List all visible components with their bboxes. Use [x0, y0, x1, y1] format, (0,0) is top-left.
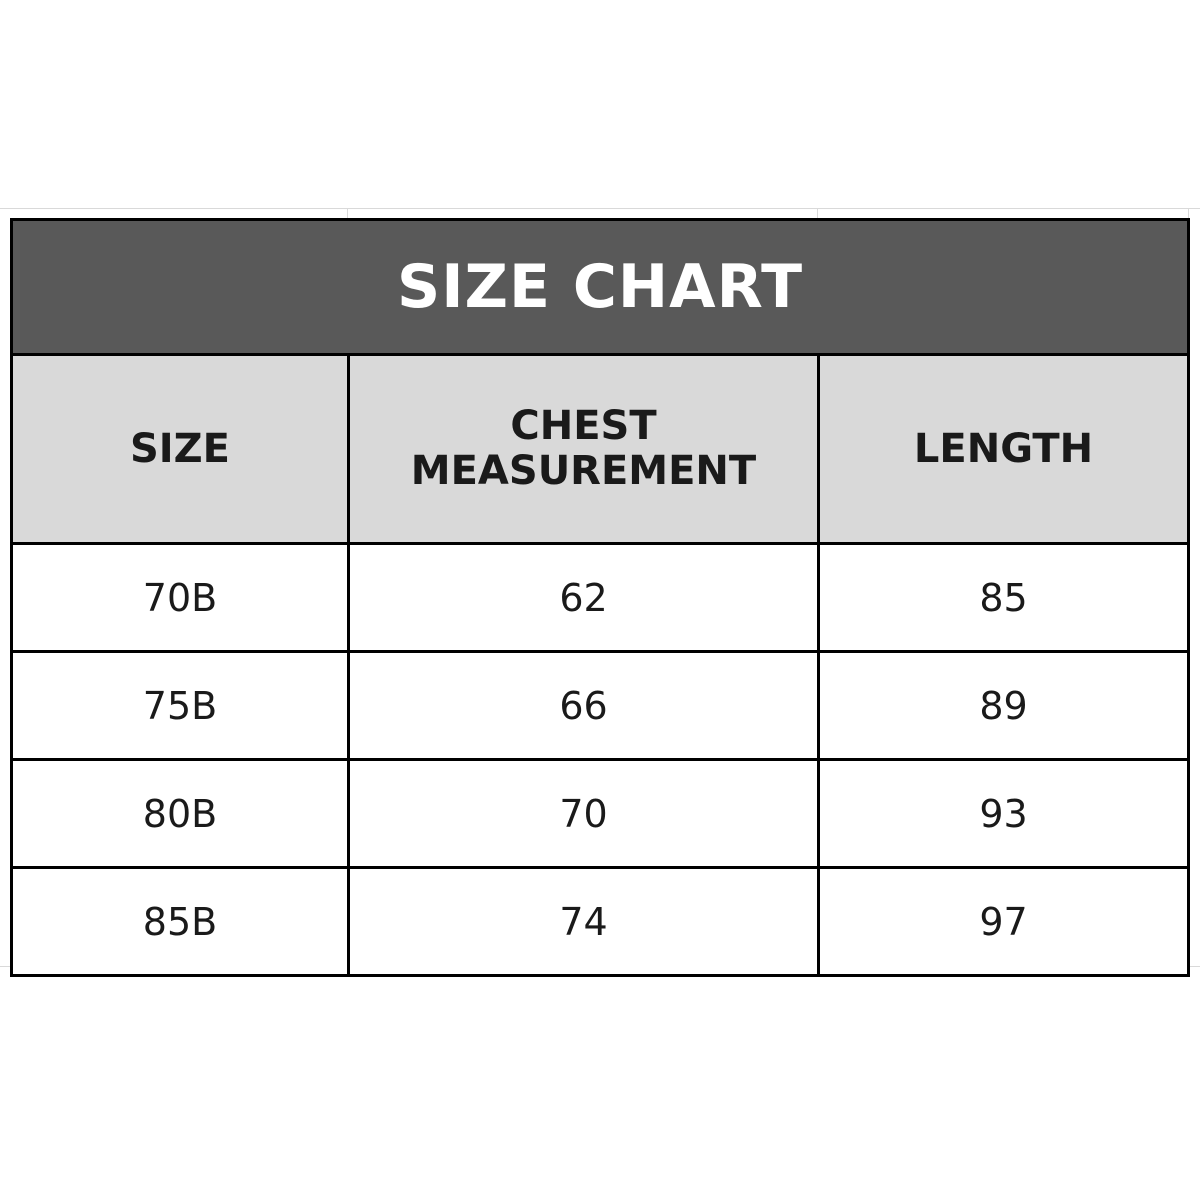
column-header-chest-measurement: CHEST MEASUREMENT [349, 355, 819, 544]
table-title-row [12, 220, 1189, 355]
cell-length: 89 [819, 652, 1189, 760]
size-chart-table-wrapper [10, 218, 1190, 977]
column-header-length: LENGTH [819, 355, 1189, 544]
cell-size: 70B [12, 544, 349, 652]
size-chart-table [10, 218, 1190, 977]
table-row [12, 868, 1189, 976]
cell-chest: 70 [349, 760, 819, 868]
cell-size: 75B [12, 652, 349, 760]
cell-length: 97 [819, 868, 1189, 976]
chart-title: SIZE CHART [12, 220, 1189, 355]
cell-chest: 74 [349, 868, 819, 976]
cell-chest: 66 [349, 652, 819, 760]
cell-chest: 62 [349, 544, 819, 652]
table-row [12, 544, 1189, 652]
cell-length: 85 [819, 544, 1189, 652]
cell-size: 85B [12, 868, 349, 976]
cell-length: 93 [819, 760, 1189, 868]
cell-size: 80B [12, 760, 349, 868]
table-row [12, 652, 1189, 760]
column-header-size: SIZE [12, 355, 349, 544]
table-header-row [12, 355, 1189, 544]
table-row [12, 760, 1189, 868]
sheet-gridline-horizontal [0, 208, 1200, 209]
